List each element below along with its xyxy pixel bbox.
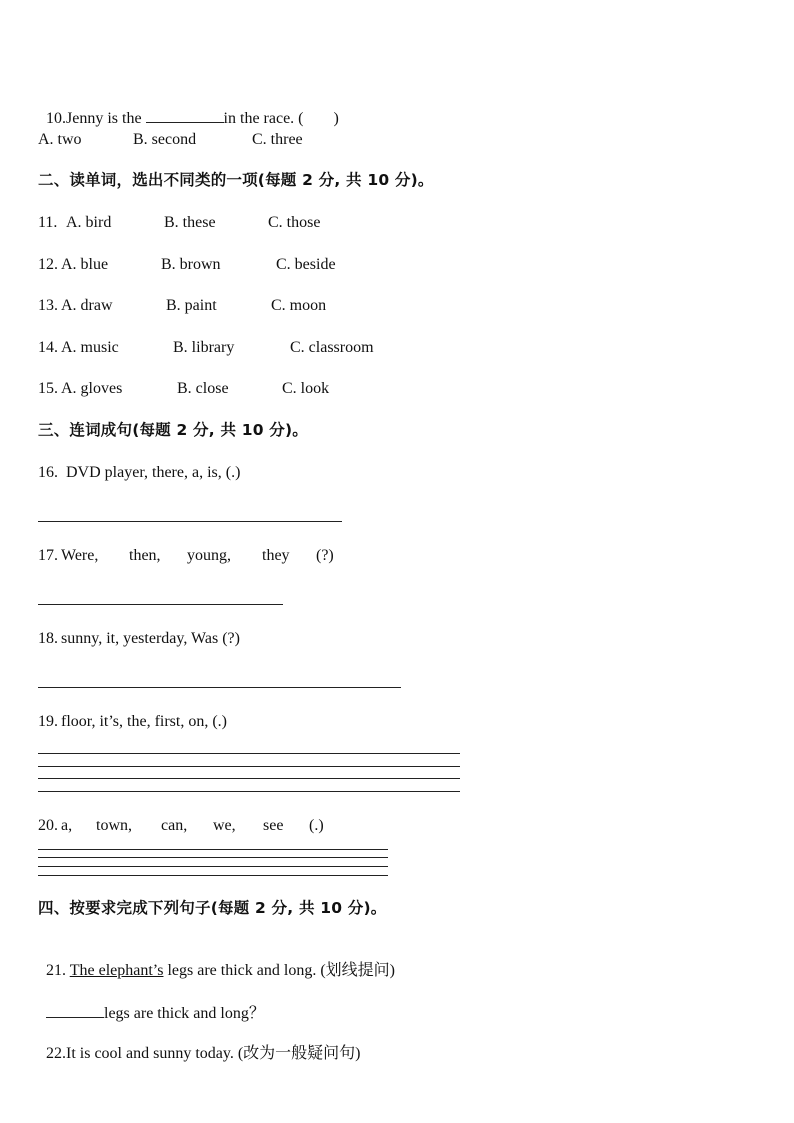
section-3-title: 三、连词成句(每题 2 分, 共 10 分)。 [38,421,308,439]
writing-line[interactable] [38,875,388,876]
option-a: A. two [38,131,82,148]
option-b: B. library [173,339,235,356]
word: town, [96,817,132,834]
section-2-title: 二、读单词，选出不同类的一项(每题 2 分, 共 10 分)。 [38,171,434,189]
question-21-answer [38,983,265,1024]
question-16-number: 16. [38,464,58,481]
writing-line[interactable] [38,778,460,779]
question-text-post: in the race. ( [223,110,304,127]
question-21 [38,941,395,981]
word: we, [213,817,236,834]
underlined-phrase: The elephant’s [69,962,164,979]
question-text: It is cool and sunny today. (改为一般疑问句) [66,1045,361,1062]
word: Were, [61,547,99,564]
question-22 [38,1024,361,1064]
question-10 [38,88,339,129]
question-text-pre: Jenny is the [66,110,146,127]
word: can, [161,817,188,834]
word: see [263,817,284,834]
option-c: C. beside [276,256,336,273]
word-list: sunny, it, yesterday, Was (?) [61,630,240,647]
question-18-number: 18. [38,630,58,647]
writing-line[interactable] [38,866,388,867]
question-13-number: 13. [38,297,58,314]
word-list: floor, it’s, the, first, on, (.) [61,713,227,730]
section-4-title: 四、按要求完成下列句子(每题 2 分, 共 10 分)。 [38,899,387,917]
answer-tail: legs are thick and long？ [104,1005,265,1022]
writing-line[interactable] [38,791,460,792]
word: a, [61,817,73,834]
answer-line[interactable] [38,687,401,688]
answer-line[interactable] [38,604,283,605]
question-number: 22. [46,1045,66,1062]
option-a: A. blue [61,256,109,273]
writing-line[interactable] [38,849,388,850]
option-a: A. draw [61,297,113,314]
option-c: C. those [268,214,321,231]
question-12-number: 12. [38,256,58,273]
question-number: 21. [46,962,70,979]
option-b: B. paint [166,297,217,314]
option-c: C. three [252,131,303,148]
option-b: B. these [164,214,216,231]
option-c: C. look [282,380,330,397]
word: then, [129,547,161,564]
word: (.) [309,817,324,834]
option-a: A. bird [66,214,112,231]
word-list: DVD player, there, a, is, (.) [66,464,241,481]
question-20-number: 20. [38,817,58,834]
question-11-number: 11. [38,214,58,231]
question-19-number: 19. [38,713,58,730]
question-14-number: 14. [38,339,58,356]
question-text: legs are thick and long. (划线提问) [163,962,395,979]
option-c: C. moon [271,297,327,314]
option-b: B. close [177,380,229,397]
bracket-close: ) [333,110,339,127]
option-a: A. music [61,339,119,356]
writing-line[interactable] [38,766,460,767]
question-15-number: 15. [38,380,58,397]
option-b: B. brown [161,256,221,273]
question-number: 10. [46,110,66,127]
writing-line[interactable] [38,857,388,858]
answer-line[interactable] [38,521,342,522]
word: (?) [316,547,334,564]
answer-blank[interactable] [46,1003,104,1018]
writing-line[interactable] [38,753,460,754]
option-c: C. classroom [290,339,374,356]
word: they [262,547,290,564]
answer-blank[interactable] [146,108,224,123]
word: young, [187,547,231,564]
question-17-number: 17. [38,547,58,564]
option-a: A. gloves [61,380,123,397]
option-b: B. second [133,131,197,148]
